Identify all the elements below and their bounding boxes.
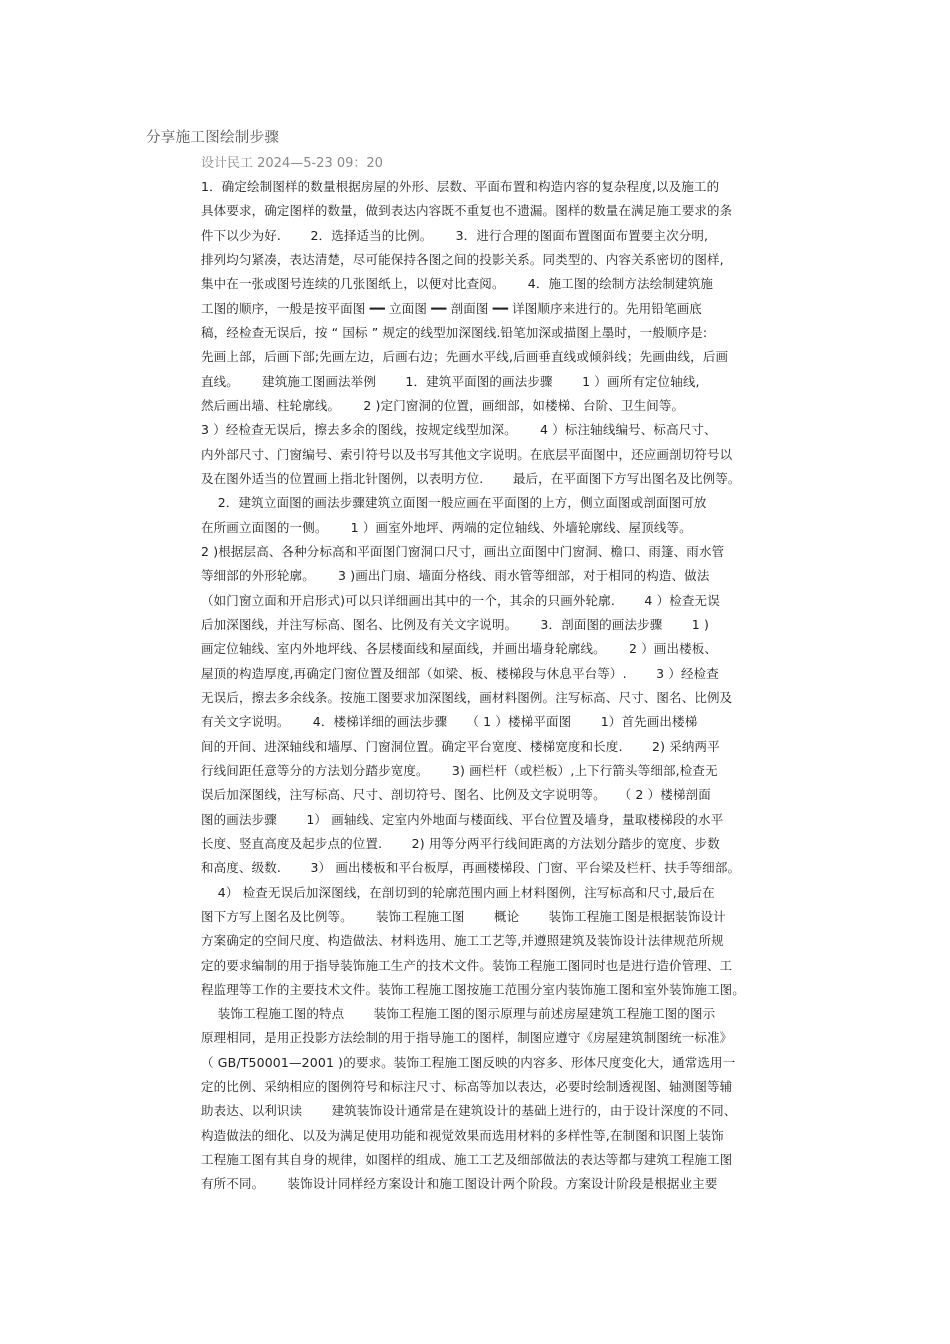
body-line: 装饰工程施工图的特点 装饰工程施工图的图示原理与前述房屋建筑工程施工图的图示	[201, 1006, 716, 1022]
body-line: 2 )根据层高、各种分标高和平面图门窗洞口尺寸，画出立面图中门窗洞、檐口、雨篷、雨水管	[201, 543, 725, 559]
body-line: 稿，经检查无误后，按 “ 国标 ” 规定的线型加深图线.铅笔加深或描图上墨时，一般顺序是:	[201, 324, 708, 340]
body-line: 工程施工图有其自身的规律，如图样的组成、施工工艺及细部做法的表达等都与建筑工程施工图	[201, 1152, 733, 1168]
body-line: 间的开间、进深轴线和墙厚、门窗洞位置。确定平台宽度、楼梯宽度和长度. 2) 采纳两平	[201, 738, 720, 754]
body-line: 内外部尺寸、门窗编号、索引符号以及书写其他文字说明。在底层平面图中，还应画剖切符号以	[201, 446, 733, 462]
body-line: 集中在一张或图号连续的几张图纸上，以便对比查阅。 4．施工图的绘制方法绘制建筑施	[201, 276, 713, 292]
body-line: 助表达、以利识读 建筑装饰设计通常是在建筑设计的基础上进行的，由于设计深度的不同、	[201, 1103, 737, 1119]
body-line: 3 ）经检查无误后，擦去多余的图线，按规定线型加深。 4 ）标注轴线编号、标高尺寸、	[201, 422, 717, 438]
body-line: （ GB/T50001—2001 )的要求。装饰工程施工图反映的内容多、形体尺度变化大，通常选用一	[201, 1054, 736, 1070]
body-line: 排列均匀紧凑，表达清楚，尽可能保持各图之间的投影关系。同类型的、内容关系密切的图样,	[201, 251, 724, 267]
document-body	[201, 175, 821, 1197]
body-line: 程监理等工作的主要技术文件。装饰工程施工图按施工范围分室内装饰施工图和室外装饰施工图。	[201, 981, 745, 997]
document-title: 分享施工图绘制步骤	[146, 130, 280, 146]
body-line: 4） 检查无误后加深图线，在剖切到的轮廓范围内画上材料图例，注写标高和尺寸,最后在	[201, 884, 715, 900]
body-line: 方案确定的空间尺度、构造做法、材料选用、施工工艺等,并遵照建筑及装饰设计法律规范所规	[201, 933, 724, 949]
body-line: 直线。 建筑施工图画法举例 1．建筑平面图的画法步骤 1 ）画所有定位轴线,	[201, 373, 700, 389]
body-line: 误后加深图线，注写标高、尺寸、剖切符号、图名、比例及文字说明等。 （ 2 ）楼梯剖面	[201, 787, 711, 803]
body-line: 及在图外适当的位置画上指北针图例，以表明方位. 最后，在平面图下方写出图名及比例等。	[201, 470, 741, 486]
body-line: 原理相同，是用正投影方法绘制的用于指导施工的图样，制图应遵守《房屋建筑制图统一标准》	[201, 1030, 733, 1046]
body-line: 画定位轴线、室内外地坪线、各层楼面线和屋面线，并画出墙身轮廓线。 2 ）画出楼板、	[201, 641, 718, 657]
body-line: 图的画法步骤 1） 画轴线、定室内外地面与楼面线、平台位置及墙身，量取楼梯段的水平	[201, 811, 724, 827]
document-meta: 设计民工 2024—5-23 09：20	[201, 156, 383, 171]
body-line: 然后画出墙、柱轮廓线。 2 )定门窗洞的位置，画细部，如楼梯、台阶、卫生间等。	[201, 397, 685, 413]
body-line: 屋顶的构造厚度,再确定门窗位置及细部（如梁、板、楼梯段与休息平台等）. 3 ）经检查	[201, 665, 719, 681]
body-line: 和高度、级数. 3） 画出楼板和平台板厚，再画楼梯段、门窗、平台梁及栏杆、扶手等细部。	[201, 860, 741, 876]
body-line: 定的比例、采纳相应的图例符号和标注尺寸、标高等加以表达，必要时绘制透视图、轴测图等辅	[201, 1079, 733, 1095]
body-line: 构造做法的细化、以及为满足使用功能和视觉效果而选用材料的多样性等,在制图和识图上装饰	[201, 1127, 724, 1143]
body-line: 先画上部，后画下部;先画左边，后画右边；先画水平线,后画垂直线或倾斜线；先画曲线，后画	[201, 349, 729, 365]
body-line: 无误后，擦去多余线条。按施工图要求加深图线，画材料图例。注写标高、尺寸、图名、比例及	[201, 689, 733, 705]
body-line: 后加深图线，并注写标高、图名、比例及有关文字说明。 3．剖面图的画法步骤 1 )	[201, 616, 710, 632]
body-line: 在所画立面图的一侧。 1 ）画室外地坪、两端的定位轴线、外墙轮廓线、屋顶线等。	[201, 519, 692, 535]
body-line: 图下方写上图名及比例等。 装饰工程施工图 概论 装饰工程施工图是根据装饰设计	[201, 908, 726, 924]
body-line: 件下以少为好. 2．选择适当的比例。 3．进行合理的图面布置图面布置要主次分明,	[201, 227, 709, 243]
body-line: 长度、竖直高度及起步点的位置. 2) 用等分两平行线间距离的方法划分踏步的宽度、步数	[201, 835, 720, 851]
body-line: 行线间距任意等分的方法划分踏步宽度。 3) 画栏杆（或栏板）,上下行箭头等细部,检查无	[201, 762, 718, 778]
body-line: 等细部的外形轮廓。 3 )画出门扇、墙面分格线、雨水管等细部，对于相同的构造、做法	[201, 568, 710, 584]
body-line: （如门窗立面和开启形式)可以只详细画出其中的一个，其余的只画外轮廓. 4 ）检查无误	[201, 592, 720, 608]
body-line: 1．确定绘制图样的数量根据房屋的外形、层数、平面布置和构造内容的复杂程度,以及施工的	[201, 179, 720, 194]
body-line: 有所不同。 装饰设计同样经方案设计和施工图设计两个阶段。方案设计阶段是根据业主要	[201, 1176, 718, 1192]
body-line: 定的要求编制的用于指导装饰施工生产的技术文件。装饰工程施工图同时也是进行造价管理、工	[201, 957, 733, 973]
body-line: 2．建筑立面图的画法步骤建筑立面图一般应画在平面图的上方，侧立面图或剖面图可放	[201, 495, 707, 511]
body-line: 具体要求，确定图样的数量，做到表达内容既不重复也不遗漏。图样的数量在满足施工要求的条	[201, 203, 733, 219]
body-line: 有关文字说明。 4．楼梯详细的画法步骤 （ 1 ）楼梯平面图 1）首先画出楼梯	[201, 714, 698, 730]
body-line: 工图的顺序，一般是按平面图 ━━ 立面图 ━━ 剖面图 ━━ 详图顺序来进行的。先用铅笔画底	[201, 300, 702, 316]
